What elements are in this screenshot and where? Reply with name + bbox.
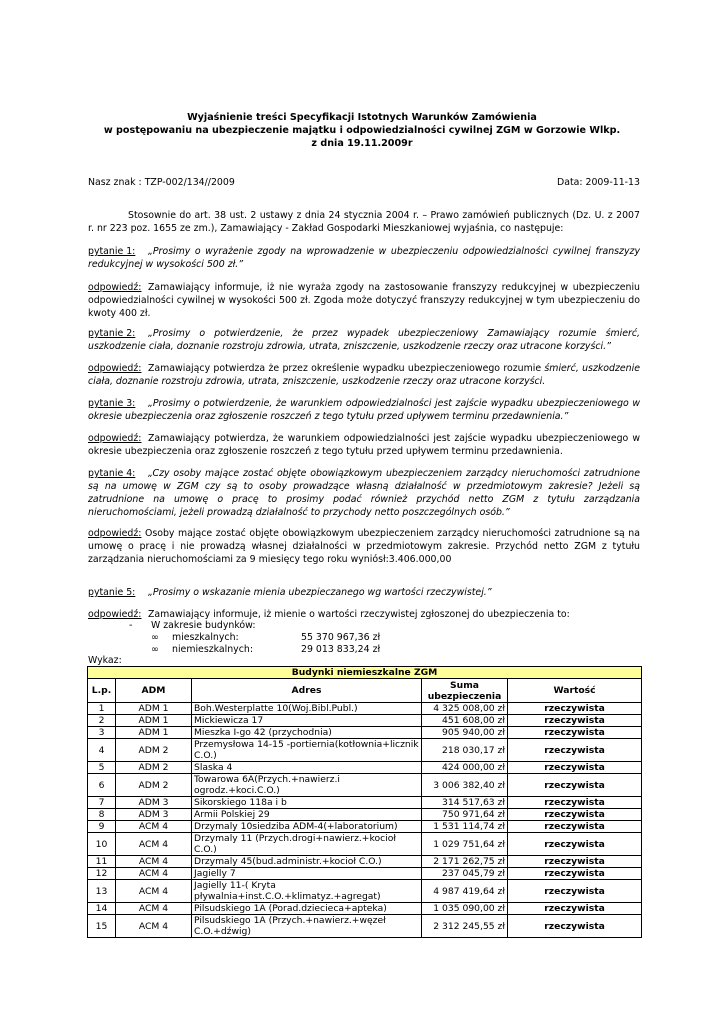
row-value-type: rzeczywista <box>508 856 642 868</box>
buildings-dash: - <box>129 620 133 631</box>
row-adm: ADM 1 <box>116 715 192 727</box>
row-value-type: rzeczywista <box>508 727 642 739</box>
answer-1-text: Zamawiający informuje, iż nie wyraża zgody na zastosowanie franszyzy redukcyjnej w ubezpieczeniu odpowiedzialności cywilnej w wysokości 500 zł. Zgoda może dotyczyć franszyzy redukcyjnej w tym ubezpieczeniu do kwoty 400 zł. <box>88 282 640 319</box>
row-sum: 2 312 245,55 zł <box>422 915 508 938</box>
row-address: Pilsudskiego 1A (Porad.dziecieca+apteka) <box>192 903 422 915</box>
row-number: 1 <box>88 703 116 715</box>
row-address: Slaska 4 <box>192 762 422 774</box>
row-value-type: rzeczywista <box>508 715 642 727</box>
row-value-type: rzeczywista <box>508 868 642 880</box>
row-adm: ACM 4 <box>116 833 192 856</box>
row-address: Mickiewicza 17 <box>192 715 422 727</box>
row-sum: 4 325 008,00 zł <box>422 703 508 715</box>
row-sum: 451 608,00 zł <box>422 715 508 727</box>
column-header-adm: ADM <box>116 679 192 703</box>
document-title-line-2: w postępowaniu na ubezpieczenie majątku i odpowiedzialności cywilnej ZGM w Gorzowie Wlkp. <box>103 125 621 136</box>
question-3-label: pytanie 3: <box>88 398 136 409</box>
row-sum: 3 006 382,40 zł <box>422 774 508 797</box>
row-sum: 1 531 114,74 zł <box>422 821 508 833</box>
row-adm: ADM 3 <box>116 809 192 821</box>
row-value-type: rzeczywista <box>508 915 642 938</box>
question-4 <box>88 467 640 519</box>
table-row <box>88 762 642 774</box>
column-header-value: Wartość <box>508 679 642 703</box>
question-2 <box>88 327 640 353</box>
table-row <box>88 856 642 868</box>
column-header-lp: L.p. <box>88 679 116 703</box>
row-number: 5 <box>88 762 116 774</box>
column-header-sum: Suma ubezpieczenia <box>422 679 508 703</box>
bullet-icon: ∞ <box>151 632 159 643</box>
table-row <box>88 880 642 903</box>
table-row <box>88 915 642 938</box>
row-number: 11 <box>88 856 116 868</box>
buildings-nonresidential-label: niemieszkalnych: <box>172 644 253 655</box>
table-row <box>88 797 642 809</box>
row-adm: ACM 4 <box>116 868 192 880</box>
wykaz-label: Wykaz: <box>88 655 122 666</box>
row-sum: 750 971,64 zł <box>422 809 508 821</box>
row-number: 15 <box>88 915 116 938</box>
row-adm: ADM 2 <box>116 762 192 774</box>
row-address: Drzymaly 10siedziba ADM-4(+laboratorium) <box>192 821 422 833</box>
question-1-label: pytanie 1: <box>88 246 136 257</box>
row-sum: 424 000,00 zł <box>422 762 508 774</box>
document-title-line-3: z dnia 19.11.2009r <box>311 138 413 149</box>
answer-2-text-italic: śmierć, uszkodzenie ciała, doznanie rozstroju zdrowia, utrata, zniszczenie, uszkodzenie rzeczy oraz utracone korzyści. <box>88 363 640 387</box>
row-value-type: rzeczywista <box>508 809 642 821</box>
row-number: 7 <box>88 797 116 809</box>
row-adm: ACM 4 <box>116 880 192 903</box>
answer-2 <box>88 362 640 388</box>
row-adm: ADM 2 <box>116 739 192 762</box>
answer-5-label: odpowiedź: <box>88 609 142 620</box>
row-sum: 237 045,79 zł <box>422 868 508 880</box>
row-sum: 314 517,63 zł <box>422 797 508 809</box>
row-address: Jagielly 11-( Kryta pływalnia+inst.C.O.+klimatyz.+agregat) <box>192 880 422 903</box>
row-sum: 2 171 262,75 zł <box>422 856 508 868</box>
row-sum: 1 035 090,00 zł <box>422 903 508 915</box>
row-number: 13 <box>88 880 116 903</box>
table-row <box>88 821 642 833</box>
row-adm: ACM 4 <box>116 856 192 868</box>
answer-2-text: Zamawiający potwierdza że przez określenie wypadku ubezpieczeniowego rozumie <box>148 363 545 374</box>
intro-paragraph: Stosownie do art. 38 ust. 2 ustawy z dnia 24 stycznia 2004 r. – Prawo zamówień publicznych (Dz. U. z 2007 r. nr 223 poz. 1655 ze zm.), Zamawiający - Zakład Gospodarki Mieszkaniowej wyjaśnia, co następuje: <box>88 210 640 234</box>
row-adm: ACM 4 <box>116 915 192 938</box>
bullet-icon: ∞ <box>151 644 159 655</box>
row-adm: ACM 4 <box>116 821 192 833</box>
table-row <box>88 715 642 727</box>
question-1-text: „Prosimy o wyrażenie zgody na wprowadzenie w ubezpieczeniu odpowiedzialności cywilnej franszyzy redukcyjnej w wysokości 500 zł.” <box>88 246 640 270</box>
row-address: Jagielly 7 <box>192 868 422 880</box>
question-4-label: pytanie 4: <box>88 468 136 479</box>
table-row <box>88 703 642 715</box>
answer-2-label: odpowiedź: <box>88 363 142 374</box>
row-adm: ACM 4 <box>116 903 192 915</box>
row-value-type: rzeczywista <box>508 739 642 762</box>
row-value-type: rzeczywista <box>508 821 642 833</box>
row-adm: ADM 1 <box>116 727 192 739</box>
answer-4-text: Osoby mające zostać objęte obowiązkowym ubezpieczeniem zarządcy nieruchomości zatrudnione są na umowę o pracę i nie prowadzą własnej działalności w przedmiotowym zakresie. Przychód netto ZGM z tytułu zarządzania nieruchomościami za 9 miesięcy tego roku wyniósł:3.406.000,00 <box>88 528 640 565</box>
question-3-text: „Prosimy o potwierdzenie, że warunkiem odpowiedzialności jest zajście wypadku ubezpieczeniowego w okresie ubezpieczenia oraz zgłoszenie roszczeń z tego tytułu przed upływem terminu przedawnienia.” <box>88 398 640 422</box>
row-adm: ADM 3 <box>116 797 192 809</box>
row-address: Towarowa 6A(Przych.+nawierz.i ogrodz.+koci.C.O.) <box>192 774 422 797</box>
row-address: Boh.Westerplatte 10(Woj.Bibl.Publ.) <box>192 703 422 715</box>
table-title: Budynki niemieszkalne ZGM <box>88 667 642 679</box>
row-number: 10 <box>88 833 116 856</box>
row-number: 9 <box>88 821 116 833</box>
row-value-type: rzeczywista <box>508 880 642 903</box>
row-sum: 1 029 751,64 zł <box>422 833 508 856</box>
question-4-text: „Czy osoby mające zostać objęte obowiązkowym ubezpieczeniem zarządcy nieruchomości zatrudnione są na umowę w ZGM czy są to osoby prowadzące własną działalność w przedmiotowym zakresie? Jeżeli są zatrudnione na umowę o pracę to prosimy podać również przychód netto ZGM z tytułu zarządzania nieruchomościami, jeżeli prowadzą działalność to przychody netto poszczególnych osób.” <box>88 468 640 518</box>
row-address: Przemysłowa 14-15 -portiernia(kotłownia+licznik C.O.) <box>192 739 422 762</box>
document-date: Data: 2009-11-13 <box>556 177 640 188</box>
column-header-address: Adres <box>192 679 422 703</box>
question-2-label: pytanie 2: <box>88 328 136 339</box>
row-value-type: rzeczywista <box>508 903 642 915</box>
answer-3 <box>88 432 640 458</box>
row-address: Pilsudskiego 1A (Przych.+nawierz.+węzeł C.O.+dźwig) <box>192 915 422 938</box>
row-value-type: rzeczywista <box>508 833 642 856</box>
table-row <box>88 739 642 762</box>
document-title-line-1: Wyjaśnienie treści Specyfikacji Istotnych Warunków Zamówienia <box>187 112 537 123</box>
reference-number: Nasz znak : TZP-002/134//2009 <box>88 177 235 188</box>
row-number: 2 <box>88 715 116 727</box>
question-3 <box>88 397 640 423</box>
answer-1 <box>88 281 640 320</box>
question-2-text: „Prosimy o potwierdzenie, że przez wypadek ubezpieczeniowy Zamawiający rozumie śmierć, uszkodzenie ciała, doznanie rozstroju zdrowia, utrata, zniszczenie, uszkodzenie rzeczy oraz utracone korzyści.” <box>88 328 640 352</box>
question-5 <box>88 586 640 599</box>
answer-4 <box>88 527 640 566</box>
row-number: 4 <box>88 739 116 762</box>
answer-1-label: odpowiedź: <box>88 282 142 293</box>
row-number: 6 <box>88 774 116 797</box>
answer-3-text: Zamawiający potwierdza, że warunkiem odpowiedzialności jest zajście wypadku ubezpieczeniowego w okresie ubezpieczenia oraz zgłoszenie roszczeń z tego tytułu przed upływem terminu przedawnienia. <box>88 433 640 457</box>
row-sum: 4 987 419,64 zł <box>422 880 508 903</box>
row-number: 14 <box>88 903 116 915</box>
row-adm: ADM 1 <box>116 703 192 715</box>
answer-3-label: odpowiedź: <box>88 433 142 444</box>
row-address: Armii Polskiej 29 <box>192 809 422 821</box>
question-5-text: „Prosimy o wskazanie mienia ubezpieczanego wg wartości rzeczywistej.” <box>148 587 492 598</box>
buildings-residential-label: mieszkalnych: <box>172 632 239 643</box>
answer-4-label: odpowiedź: <box>88 528 142 539</box>
row-adm: ADM 2 <box>116 774 192 797</box>
table-row <box>88 727 642 739</box>
row-value-type: rzeczywista <box>508 762 642 774</box>
table-row <box>88 774 642 797</box>
row-number: 3 <box>88 727 116 739</box>
row-value-type: rzeczywista <box>508 774 642 797</box>
row-address: Mieszka I-go 42 (przychodnia) <box>192 727 422 739</box>
buildings-label: W zakresie budynków: <box>151 620 256 631</box>
row-address: Drzymaly 11 (Przych.drogi+nawierz.+kocioł C.O.) <box>192 833 422 856</box>
row-number: 12 <box>88 868 116 880</box>
table-body <box>88 703 642 938</box>
table-row <box>88 868 642 880</box>
buildings-nonresidential-value: 29 013 833,24 zł <box>301 644 381 655</box>
row-address: Sikorskiego 118a i b <box>192 797 422 809</box>
table-row <box>88 833 642 856</box>
question-5-label: pytanie 5: <box>88 587 136 598</box>
row-sum: 905 940,00 zł <box>422 727 508 739</box>
question-1 <box>88 245 640 271</box>
row-number: 8 <box>88 809 116 821</box>
buildings-table <box>87 666 642 938</box>
row-address: Drzymaly 45(bud.administr.+kocioł C.O.) <box>192 856 422 868</box>
table-row <box>88 903 642 915</box>
row-value-type: rzeczywista <box>508 797 642 809</box>
answer-5-text: Zamawiający informuje, iż mienie o wartości rzeczywistej zgłoszonej do ubezpieczenia to: <box>148 609 570 620</box>
table-row <box>88 809 642 821</box>
row-value-type: rzeczywista <box>508 703 642 715</box>
buildings-residential-value: 55 370 967,36 zł <box>301 632 381 643</box>
row-sum: 218 030,17 zł <box>422 739 508 762</box>
